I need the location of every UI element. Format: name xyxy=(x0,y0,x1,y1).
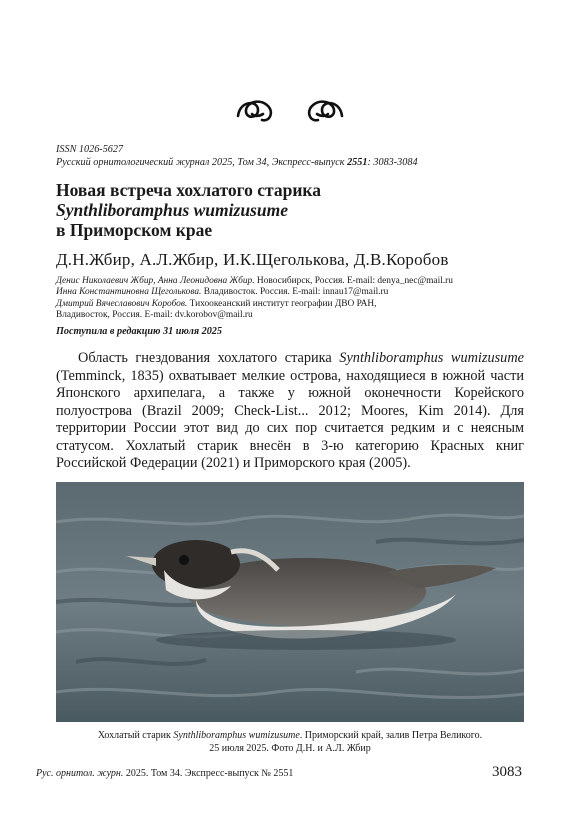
authors: Д.Н.Жбир, А.Л.Жбир, И.К.Щеголькова, Д.В.Коробов xyxy=(56,250,449,269)
title-species: Synthliboramphus wumizusume xyxy=(56,200,288,220)
ornament-icon xyxy=(230,92,350,126)
footer-issue: 2025. Том 34. Экспресс-выпуск № 2551 xyxy=(123,768,294,779)
affiliation-text: Тихоокеанский институт географии ДВО РАН, xyxy=(187,298,377,309)
issn: ISSN 1026-5627 xyxy=(56,144,124,155)
caption-text: Хохлатый старик xyxy=(97,730,174,741)
affiliations xyxy=(56,276,526,322)
journal-citation xyxy=(56,156,418,169)
caption-text: . Приморский край, залив Петра Великого. xyxy=(299,730,483,741)
paragraph xyxy=(56,350,524,473)
species-name: Synthliboramphus wumizusume xyxy=(339,350,525,366)
journal-name: Русский орнитологический журнал 2025, Том 34, Экспресс-выпуск xyxy=(56,157,345,168)
paragraph-text: Область гнездования хохлатого старика xyxy=(78,350,340,366)
affiliation-line xyxy=(56,287,526,298)
affiliation-text: Владивосток. Россия. E-mail: innau17@mail.ru xyxy=(201,287,389,298)
affiliation-line xyxy=(56,299,526,310)
photo-caption xyxy=(70,730,510,755)
body-text xyxy=(56,350,524,473)
caption-species: Synthliboramphus wumizusume xyxy=(173,730,300,741)
affiliation-text: Владивосток, Россия. E-mail: dv.korobov@mail.ru xyxy=(56,310,253,321)
affiliation-names: Дмитрий Вячеславович Коробов. xyxy=(56,298,188,309)
footer-citation xyxy=(36,768,293,779)
title-line-1: Новая встреча хохлатого старика xyxy=(56,180,321,200)
affiliation-text: Новосибирск, Россия. E-mail: denya_nec@mail.ru xyxy=(254,276,453,286)
bird-photo xyxy=(56,482,524,722)
article-title xyxy=(56,180,321,240)
caption-line-2: 25 июля 2025. Фото Д.Н. и А.Л. Жбир xyxy=(209,742,371,754)
affiliation-line xyxy=(56,276,526,287)
issue-number: 2551 xyxy=(347,157,368,168)
title-line-3: в Приморском крае xyxy=(56,220,213,240)
paragraph-text: (Temminck, 1835) охватывает мелкие острова, находящиеся в южной части Японского архипелага, а также у южной оконечности Корейского полуострова (Brazil 2009; Check-List... 2012; Moores, Kim 2014). Для территории России этот вид до сих пор считается редким и с неясным статусом. Хохлатый старик внесён в 3-ю категорию Красных книг Российской Федерации (2021) и Приморского края (2005). xyxy=(56,367,524,471)
received-date: Поступила в редакцию 31 июля 2025 xyxy=(56,326,222,337)
affiliation-names: Денис Николаевич Жбир, Анна Леонидовна Жбир. xyxy=(56,276,255,286)
affiliation-names: Инна Константиновна Щеголькова. xyxy=(56,287,202,298)
page-range: : 3083-3084 xyxy=(367,157,418,168)
caption-line-1 xyxy=(70,730,510,743)
affiliation-line xyxy=(56,310,526,321)
page-number: 3083 xyxy=(492,764,522,780)
footer-journal-abbr: Рус. орнитол. журн. xyxy=(36,768,124,779)
